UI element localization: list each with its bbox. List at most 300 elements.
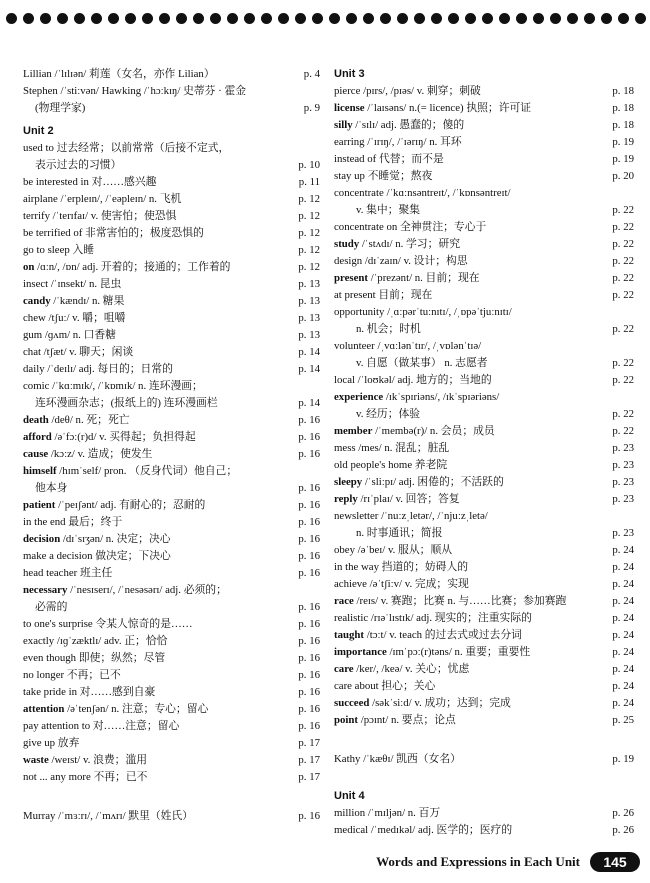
glossary-entry bbox=[23, 361, 320, 378]
glossary-entry bbox=[23, 480, 320, 497]
entry-page-ref: p. 24 bbox=[612, 544, 634, 556]
glossary-entry bbox=[334, 593, 634, 610]
entry-text bbox=[23, 293, 124, 310]
entry-definition: be interested in 对……感兴趣 bbox=[23, 176, 157, 188]
entry-page-ref: p. 22 bbox=[612, 323, 634, 335]
glossary-entry bbox=[23, 100, 320, 117]
entry-page-ref: p. 22 bbox=[612, 408, 634, 420]
punch-dot bbox=[312, 13, 323, 24]
punch-dot bbox=[142, 13, 153, 24]
entry-headword: race bbox=[334, 595, 354, 607]
glossary-entry bbox=[334, 805, 634, 822]
entry-definition: /ɑːn/, /ɒn/ adj. 开着的；接通的；工作着的 bbox=[34, 261, 231, 273]
entry-page-ref: p. 22 bbox=[612, 425, 634, 437]
glossary-entry bbox=[334, 440, 634, 457]
entry-page-ref: p. 24 bbox=[612, 561, 634, 573]
entry-page-ref: p. 22 bbox=[612, 204, 634, 216]
punch-dot bbox=[278, 13, 289, 24]
entry-page-ref: p. 25 bbox=[612, 714, 634, 726]
punch-dot bbox=[40, 13, 51, 24]
glossary-entry bbox=[23, 667, 320, 684]
entry-page-ref: p. 12 bbox=[298, 244, 320, 256]
glossary-entry bbox=[334, 559, 634, 576]
entry-text bbox=[334, 270, 480, 287]
entry-text bbox=[23, 514, 122, 531]
entry-text bbox=[334, 100, 531, 117]
entry-headword: decision bbox=[23, 533, 61, 545]
glossary-entry bbox=[23, 429, 320, 446]
entry-text bbox=[334, 593, 566, 610]
unit-4-heading: Unit 4 bbox=[334, 790, 365, 802]
entry-definition: /ˈprezənt/ n. 目前；现在 bbox=[368, 272, 480, 284]
entry-text bbox=[334, 83, 481, 100]
entry-definition: v. 经历；体验 bbox=[356, 408, 421, 420]
entry-text bbox=[23, 66, 215, 83]
entry-page-ref: p. 16 bbox=[298, 533, 320, 545]
entry-headword: patient bbox=[23, 499, 56, 511]
entry-text bbox=[23, 463, 237, 480]
punch-dot bbox=[210, 13, 221, 24]
entry-text bbox=[23, 242, 94, 259]
glossary-entry bbox=[23, 327, 320, 344]
entry-page-ref: p. 16 bbox=[298, 618, 320, 630]
entry-text bbox=[334, 202, 420, 219]
entry-page-ref: p. 23 bbox=[612, 527, 634, 539]
entry-headword: attention bbox=[23, 703, 65, 715]
entry-page-ref: p. 16 bbox=[298, 550, 320, 562]
entry-page-ref: p. 12 bbox=[298, 193, 320, 205]
punch-dot bbox=[601, 13, 612, 24]
glossary-entry bbox=[23, 412, 320, 429]
entry-headword: member bbox=[334, 425, 373, 437]
glossary-entry bbox=[334, 134, 634, 151]
entry-definition: exactly /ɪɡˈzæktlɪ/ adv. 正；恰恰 bbox=[23, 635, 168, 647]
entry-page-ref: p. 16 bbox=[298, 652, 320, 664]
entry-page-ref: p. 17 bbox=[298, 737, 320, 749]
entry-page-ref: p. 16 bbox=[298, 567, 320, 579]
entry-text bbox=[23, 361, 173, 378]
entry-definition: /əˈtenʃən/ n. 注意；专心；留心 bbox=[64, 703, 209, 715]
entry-text bbox=[23, 548, 171, 565]
entry-text bbox=[23, 684, 155, 701]
right-names-entries bbox=[334, 751, 634, 768]
entry-text bbox=[334, 661, 469, 678]
entry-text bbox=[23, 565, 112, 582]
entry-page-ref: p. 24 bbox=[612, 680, 634, 692]
glossary-entry bbox=[23, 701, 320, 718]
entry-definition: old people's home 养老院 bbox=[334, 459, 448, 471]
punch-dot bbox=[74, 13, 85, 24]
page-number-badge: 145 bbox=[590, 852, 640, 872]
entry-text bbox=[334, 822, 512, 839]
punch-dot bbox=[108, 13, 119, 24]
entry-page-ref: p. 24 bbox=[612, 578, 634, 590]
glossary-entry bbox=[334, 751, 634, 768]
entry-text bbox=[334, 457, 447, 474]
entry-headword: himself bbox=[23, 465, 57, 477]
entry-text bbox=[334, 389, 499, 406]
entry-definition: airplane /ˈerpleɪn/, /ˈeəpleɪn/ n. 飞机 bbox=[23, 193, 182, 205]
entry-page-ref: p. 12 bbox=[298, 227, 320, 239]
entry-definition: Murray /ˈmɜːrɪ/, /ˈmʌrɪ/ 默里（姓氏） bbox=[23, 810, 194, 822]
entry-page-ref: p. 16 bbox=[298, 703, 320, 715]
entry-definition: in the end 最后；终于 bbox=[23, 516, 123, 528]
entry-page-ref: p. 17 bbox=[298, 754, 320, 766]
entry-page-ref: p. 9 bbox=[303, 102, 320, 114]
entry-definition: /tɔːt/ v. teach 的过去式或过去分词 bbox=[364, 629, 522, 641]
entry-text bbox=[23, 667, 121, 684]
glossary-entry bbox=[334, 610, 634, 627]
punch-dot bbox=[567, 13, 578, 24]
entry-text bbox=[334, 321, 421, 338]
entry-headword: study bbox=[334, 238, 360, 250]
entry-page-ref: p. 19 bbox=[612, 753, 634, 765]
entry-text bbox=[23, 429, 196, 446]
glossary-entry bbox=[23, 769, 320, 786]
entry-page-ref: p. 22 bbox=[612, 357, 634, 369]
glossary-entry bbox=[334, 253, 634, 270]
entry-page-ref: p. 16 bbox=[298, 810, 320, 822]
entry-page-ref: p. 24 bbox=[612, 697, 634, 709]
entry-text bbox=[23, 225, 204, 242]
glossary-entry bbox=[334, 321, 634, 338]
glossary-entry bbox=[23, 83, 320, 100]
entry-page-ref: p. 13 bbox=[298, 295, 320, 307]
left-bottom-entries bbox=[23, 808, 320, 825]
glossary-entry bbox=[23, 293, 320, 310]
entry-definition: comic /ˈkɑːmɪk/, /ˈkɒmɪk/ n. 连环漫画； bbox=[23, 380, 203, 392]
entry-page-ref: p. 14 bbox=[298, 363, 320, 375]
entry-page-ref: p. 24 bbox=[612, 663, 634, 675]
punch-dot bbox=[261, 13, 272, 24]
entry-text bbox=[23, 100, 85, 117]
entry-definition: terrify /ˈterɪfaɪ/ v. 使害怕；使恐惧 bbox=[23, 210, 177, 222]
glossary-entry bbox=[334, 822, 634, 839]
punch-dot bbox=[465, 13, 476, 24]
entry-definition: volunteer /ˌvɑːlənˈtɪr/, /ˌvɒlənˈtɪə/ bbox=[334, 340, 482, 352]
glossary-entry bbox=[334, 338, 634, 355]
entry-text bbox=[334, 287, 432, 304]
punch-dot bbox=[618, 13, 629, 24]
entry-definition: care about 担心；关心 bbox=[334, 680, 436, 692]
entry-page-ref: p. 26 bbox=[612, 824, 634, 836]
entry-page-ref: p. 16 bbox=[298, 499, 320, 511]
punch-dot bbox=[499, 13, 510, 24]
glossary-entry bbox=[334, 100, 634, 117]
glossary-entry bbox=[334, 185, 634, 202]
entry-definition: medical /ˈmedɪkəl/ adj. 医学的；医疗的 bbox=[334, 824, 513, 836]
entry-text bbox=[334, 627, 522, 644]
entry-text bbox=[334, 406, 420, 423]
entry-definition: head teacher 班主任 bbox=[23, 567, 113, 579]
entry-page-ref: p. 18 bbox=[612, 102, 634, 114]
entry-definition: /ˈnesɪserɪ/, /ˈnesəsərɪ/ adj. 必须的； bbox=[67, 584, 227, 596]
entry-headword: succeed bbox=[334, 697, 370, 709]
glossary-entry bbox=[334, 423, 634, 440]
entry-text bbox=[23, 157, 121, 174]
entry-headword: cause bbox=[23, 448, 49, 460]
punch-dot bbox=[329, 13, 340, 24]
entry-definition: design /dɪˈzaɪn/ v. 设计；构思 bbox=[334, 255, 468, 267]
entry-text bbox=[23, 752, 147, 769]
entry-page-ref: p. 11 bbox=[298, 176, 320, 188]
entry-text bbox=[23, 480, 67, 497]
entry-definition: earring /ˈɪrɪŋ/, /ˈɪərɪŋ/ n. 耳环 bbox=[334, 136, 462, 148]
entry-page-ref: p. 16 bbox=[298, 448, 320, 460]
unit-2-heading: Unit 2 bbox=[23, 125, 54, 137]
glossary-entry bbox=[334, 627, 634, 644]
glossary-entry bbox=[23, 140, 320, 157]
unit-2-entries bbox=[23, 140, 320, 786]
entry-definition: v. 集中；聚集 bbox=[356, 204, 421, 216]
footer-title: Words and Expressions in Each Unit bbox=[376, 854, 580, 869]
entry-headword: silly bbox=[334, 119, 353, 131]
glossary-entry bbox=[23, 497, 320, 514]
glossary-entry bbox=[334, 491, 634, 508]
entry-text bbox=[23, 735, 79, 752]
entry-definition: 必需的 bbox=[35, 601, 68, 613]
glossary-entry bbox=[334, 712, 634, 729]
punch-dot bbox=[176, 13, 187, 24]
entry-page-ref: p. 19 bbox=[612, 136, 634, 148]
glossary-entry bbox=[23, 514, 320, 531]
glossary-entry bbox=[23, 548, 320, 565]
entry-definition: take pride in 对……感到自豪 bbox=[23, 686, 156, 698]
entry-definition: /kɔːz/ v. 造成；使发生 bbox=[48, 448, 153, 460]
entry-page-ref: p. 18 bbox=[612, 119, 634, 131]
entry-text bbox=[334, 338, 481, 355]
entry-page-ref: p. 14 bbox=[298, 397, 320, 409]
entry-text bbox=[23, 616, 193, 633]
glossary-entry bbox=[334, 168, 634, 185]
entry-text bbox=[334, 134, 462, 151]
entry-text bbox=[334, 151, 444, 168]
glossary-entry bbox=[334, 287, 634, 304]
right-column bbox=[334, 66, 634, 839]
entry-text bbox=[23, 808, 193, 825]
entry-text bbox=[23, 412, 130, 429]
punch-dot bbox=[346, 13, 357, 24]
entry-text bbox=[23, 191, 181, 208]
glossary-entry bbox=[334, 644, 634, 661]
left-top-entries bbox=[23, 66, 320, 117]
entry-page-ref: p. 24 bbox=[612, 629, 634, 641]
glossary-entry bbox=[23, 446, 320, 463]
glossary-entry bbox=[23, 174, 320, 191]
glossary-entry bbox=[23, 752, 320, 769]
entry-page-ref: p. 16 bbox=[298, 482, 320, 494]
entry-text bbox=[334, 185, 510, 202]
entry-page-ref: p. 22 bbox=[612, 272, 634, 284]
entry-definition: /rɪˈplaɪ/ v. 回答；答复 bbox=[357, 493, 460, 505]
entry-definition: concentrate /ˈkɑːnsəntreɪt/, /ˈkɒnsəntreɪt/ bbox=[334, 187, 511, 199]
entry-text bbox=[23, 446, 152, 463]
entry-definition: mess /mes/ n. 混乱；脏乱 bbox=[334, 442, 450, 454]
glossary-entry bbox=[334, 202, 634, 219]
entry-definition: be terrified of 非常害怕的；极度恐惧的 bbox=[23, 227, 204, 239]
entry-page-ref: p. 14 bbox=[298, 346, 320, 358]
glossary-entry bbox=[334, 372, 634, 389]
unit-3-heading: Unit 3 bbox=[334, 68, 365, 80]
entry-definition: chew /tʃuː/ v. 嚼；咀嚼 bbox=[23, 312, 126, 324]
entry-definition: /ˈsliːpɪ/ adj. 困倦的；不活跃的 bbox=[362, 476, 504, 488]
glossary-entry bbox=[23, 684, 320, 701]
unit-4-entries bbox=[334, 805, 634, 839]
glossary-entry bbox=[334, 236, 634, 253]
entry-page-ref: p. 23 bbox=[612, 442, 634, 454]
entry-text bbox=[334, 678, 435, 695]
entry-page-ref: p. 17 bbox=[298, 771, 320, 783]
unit-3-entries bbox=[334, 83, 634, 729]
entry-text bbox=[334, 610, 532, 627]
glossary-entry bbox=[334, 542, 634, 559]
glossary-entry bbox=[334, 151, 634, 168]
entry-text bbox=[23, 582, 227, 599]
glossary-entry bbox=[334, 508, 634, 525]
punch-dot bbox=[448, 13, 459, 24]
entry-page-ref: p. 16 bbox=[298, 431, 320, 443]
glossary-entry bbox=[23, 599, 320, 616]
punch-dot bbox=[193, 13, 204, 24]
entry-definition: /səkˈsiːd/ v. 成功；达到；完成 bbox=[369, 697, 511, 709]
entry-text bbox=[23, 174, 156, 191]
entry-headword: experience bbox=[334, 391, 384, 403]
entry-definition: Lillian /ˈlɪlɪən/ 莉莲（女名，亦作 Lilian） bbox=[23, 68, 215, 80]
entry-definition: go to sleep 入睡 bbox=[23, 244, 95, 256]
glossary-entry bbox=[23, 378, 320, 395]
glossary-entry bbox=[334, 525, 634, 542]
entry-definition: Kathy /ˈkæθɪ/ 凯西（女名） bbox=[334, 753, 461, 765]
page-footer bbox=[340, 852, 640, 874]
punch-dot bbox=[125, 13, 136, 24]
entry-page-ref: p. 10 bbox=[298, 159, 320, 171]
glossary-entry bbox=[23, 276, 320, 293]
entry-page-ref: p. 16 bbox=[298, 414, 320, 426]
entry-headword: present bbox=[334, 272, 368, 284]
glossary-entry bbox=[23, 633, 320, 650]
entry-definition: v. 自愿（做某事） n. 志愿者 bbox=[356, 357, 488, 369]
entry-text bbox=[23, 378, 203, 395]
glossary-entry bbox=[23, 242, 320, 259]
entry-headword: candy bbox=[23, 295, 51, 307]
entry-text bbox=[23, 599, 67, 616]
glossary-entry bbox=[23, 808, 320, 825]
entry-definition: /ˈpeɪʃənt/ adj. 有耐心的；忍耐的 bbox=[55, 499, 206, 511]
glossary-entry bbox=[334, 355, 634, 372]
glossary-entry bbox=[23, 208, 320, 225]
entry-text bbox=[334, 712, 456, 729]
entry-text bbox=[334, 491, 460, 508]
left-column bbox=[23, 66, 320, 825]
entry-text bbox=[23, 497, 205, 514]
entry-definition: /ɪmˈpɔː(r)təns/ n. 重要；重要性 bbox=[386, 646, 531, 658]
entry-page-ref: p. 23 bbox=[612, 459, 634, 471]
entry-page-ref: p. 16 bbox=[298, 720, 320, 732]
entry-text bbox=[334, 372, 492, 389]
entry-text bbox=[334, 525, 442, 542]
punch-dot bbox=[584, 13, 595, 24]
entry-page-ref: p. 13 bbox=[298, 312, 320, 324]
glossary-entry bbox=[23, 395, 320, 412]
entry-definition: even though 即使；纵然；尽管 bbox=[23, 652, 166, 664]
entry-page-ref: p. 16 bbox=[298, 635, 320, 647]
glossary-entry bbox=[334, 406, 634, 423]
entry-definition: chat /tʃæt/ v. 聊天；闲谈 bbox=[23, 346, 134, 358]
glossary-entry bbox=[23, 310, 320, 327]
entry-headword: reply bbox=[334, 493, 358, 505]
entry-definition: /ker/, /keə/ v. 关心；忧虑 bbox=[353, 663, 470, 675]
entry-definition: million /ˈmɪljən/ n. 百万 bbox=[334, 807, 441, 819]
entry-definition: n. 时事通讯；简报 bbox=[356, 527, 443, 539]
glossary-entry bbox=[334, 270, 634, 287]
punch-dot bbox=[482, 13, 493, 24]
entry-text bbox=[334, 355, 488, 372]
punch-dot bbox=[397, 13, 408, 24]
entry-definition: /deθ/ n. 死；死亡 bbox=[48, 414, 130, 426]
glossary-entry bbox=[23, 259, 320, 276]
entry-page-ref: p. 13 bbox=[298, 278, 320, 290]
entry-definition: /ˈmembə(r)/ n. 会员；成员 bbox=[372, 425, 495, 437]
entry-definition: realistic /rɪəˈlɪstɪk/ adj. 现实的；注重实际的 bbox=[334, 612, 532, 624]
entry-text bbox=[23, 650, 165, 667]
entry-headword: on bbox=[23, 261, 35, 273]
entry-text bbox=[334, 474, 504, 491]
entry-text bbox=[23, 344, 133, 361]
entry-definition: 连环漫画杂志；(报纸上的) 连环漫画栏 bbox=[35, 397, 218, 409]
entry-page-ref: p. 16 bbox=[298, 601, 320, 613]
entry-definition: concentrate on 全神贯注；专心于 bbox=[334, 221, 487, 233]
entry-page-ref: p. 16 bbox=[298, 669, 320, 681]
entry-headword: waste bbox=[23, 754, 49, 766]
entry-page-ref: p. 13 bbox=[298, 329, 320, 341]
entry-text bbox=[334, 559, 468, 576]
glossary-entry bbox=[23, 582, 320, 599]
entry-page-ref: p. 22 bbox=[612, 238, 634, 250]
entry-definition: n. 机会；时机 bbox=[356, 323, 421, 335]
punch-dot bbox=[380, 13, 391, 24]
glossary-entry bbox=[334, 576, 634, 593]
glossary-entry bbox=[23, 616, 320, 633]
entry-page-ref: p. 22 bbox=[612, 289, 634, 301]
entry-definition: daily /ˈdeɪlɪ/ adj. 每日的；日常的 bbox=[23, 363, 173, 375]
entry-definition: Stephen /ˈstiːvən/ Hawking /ˈhɔːkɪŋ/ 史蒂芬 · 霍金 bbox=[23, 85, 247, 97]
entry-definition: opportunity /ˌɑːpərˈtuːnɪtɪ/, /ˌɒpəˈtjuːnɪtɪ/ bbox=[334, 306, 512, 318]
glossary-entry bbox=[334, 661, 634, 678]
entry-definition: no longer 不再；已不 bbox=[23, 669, 121, 681]
entry-page-ref: p. 4 bbox=[303, 68, 320, 80]
entry-text bbox=[23, 395, 218, 412]
entry-definition: gum /ɡʌm/ n. 口香糖 bbox=[23, 329, 116, 341]
entry-definition: make a decision 做决定；下决心 bbox=[23, 550, 171, 562]
entry-definition: /ˈstʌdɪ/ n. 学习；研究 bbox=[359, 238, 460, 250]
entry-definition: not ... any more 不再；已不 bbox=[23, 771, 148, 783]
entry-definition: in the way 挡道的；妨碍人的 bbox=[334, 561, 469, 573]
entry-text bbox=[23, 769, 147, 786]
punch-dot bbox=[244, 13, 255, 24]
entry-text bbox=[334, 236, 460, 253]
entry-page-ref: p. 20 bbox=[612, 170, 634, 182]
entry-page-ref: p. 24 bbox=[612, 646, 634, 658]
entry-headword: afford bbox=[23, 431, 52, 443]
entry-definition: used to 过去经常；以前常常（后接不定式， bbox=[23, 142, 230, 154]
glossary-entry bbox=[23, 344, 320, 361]
entry-definition: pay attention to 对……注意；留心 bbox=[23, 720, 180, 732]
entry-definition: /ˈlaɪsəns/ n.(= licence) 执照；许可证 bbox=[364, 102, 532, 114]
entry-definition: stay up 不睡觉；熬夜 bbox=[334, 170, 433, 182]
glossary-entry bbox=[334, 117, 634, 134]
glossary-entry bbox=[334, 83, 634, 100]
entry-text bbox=[23, 531, 171, 548]
